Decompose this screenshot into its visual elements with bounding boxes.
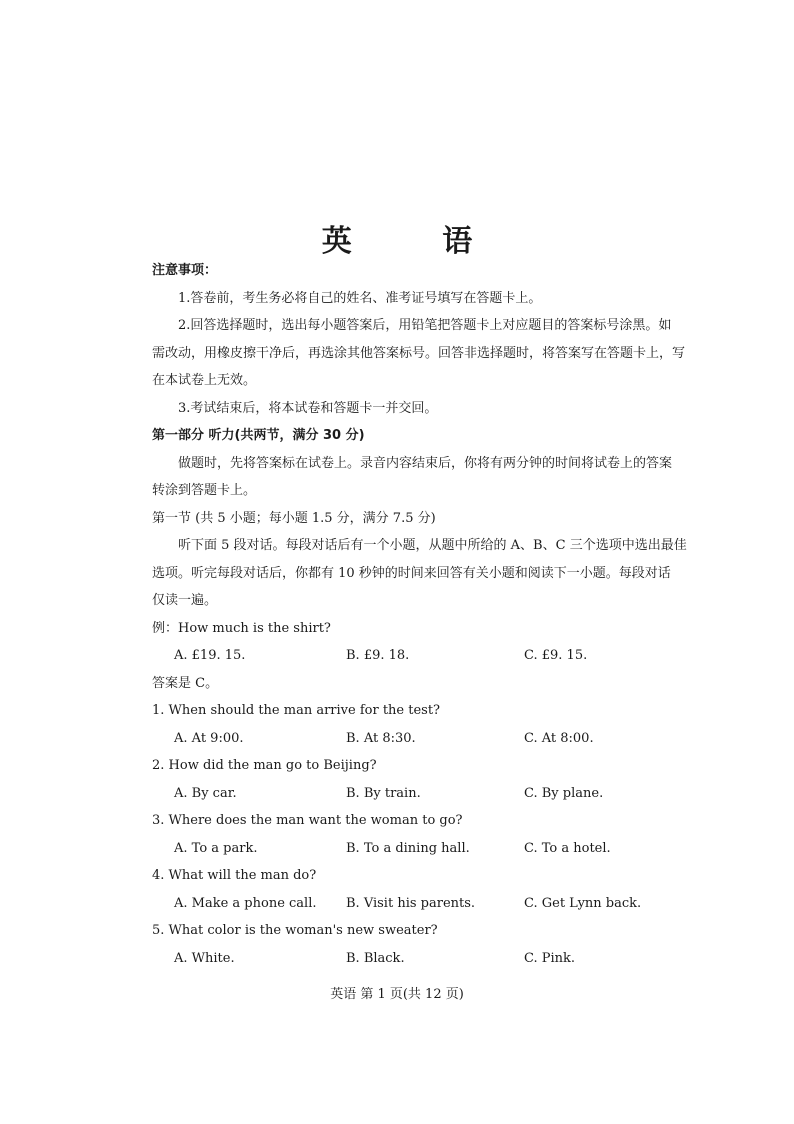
question-text: 1. When should the man arrive for the test? (152, 703, 441, 718)
question-options (152, 780, 707, 808)
question-options (152, 945, 707, 973)
question-text: 3. Where does the man want the woman to go? (152, 813, 463, 828)
question-options (152, 835, 707, 863)
question-text: 5. What color is the woman's new sweater? (152, 923, 438, 938)
option-c: C. Get Lynn back. (524, 895, 642, 911)
option-c: C. By plane. (524, 785, 604, 801)
question-options (152, 725, 707, 753)
example-answer: 答案是 C。 (152, 675, 219, 691)
part1-intro: 转涂到答题卡上。 (152, 483, 257, 498)
example-options (152, 642, 707, 670)
option-c: C. £9. 15. (524, 648, 588, 663)
example-question: 例：How much is the shirt? (152, 620, 331, 636)
question-text: 4. What will the man do? (152, 868, 317, 883)
option-b: B. At 8:30. (346, 730, 416, 746)
notice-item: 2.回答选择题时，选出每小题答案后，用铅笔把答题卡上对应题目的答案标号涂黑。如 (178, 318, 672, 333)
section1-intro: 仅读一遍。 (152, 593, 218, 608)
option-b: B. Black. (346, 950, 405, 966)
content-block (152, 257, 707, 972)
page-footer: 英语 第 1 页(共 12 页) (330, 987, 464, 1002)
option-b: B. £9. 18. (346, 648, 410, 663)
option-c: C. Pink. (524, 950, 576, 966)
part1-heading: 第一部分 听力(共两节，满分 30 分) (152, 428, 365, 443)
notice-item: 3.考试结束后，将本试卷和答题卡一并交回。 (178, 400, 438, 416)
notice-item: 在本试卷上无效。 (152, 373, 257, 388)
question-options (152, 890, 707, 918)
option-c: C. To a hotel. (524, 840, 611, 856)
option-b: B. By train. (346, 785, 421, 801)
question-text: 2. How did the man go to Beijing? (152, 758, 377, 773)
option-b: B. To a dining hall. (346, 840, 470, 856)
page-title: 英 语 (321, 224, 513, 259)
option-a: A. To a park. (174, 840, 258, 856)
part1-intro: 做题时，先将答案标在试卷上。录音内容结束后，你将有两分钟的时间将试卷上的答案 (178, 455, 673, 471)
notice-item: 1.答卷前，考生务必将自己的姓名、准考证号填写在答题卡上。 (178, 290, 542, 306)
option-a: A. At 9:00. (174, 730, 244, 746)
section1-heading: 第一节 (共 5 小题；每小题 1.5 分，满分 7.5 分) (152, 510, 436, 526)
option-c: C. At 8:00. (524, 730, 594, 746)
option-b: B. Visit his parents. (346, 895, 476, 911)
notice-heading: 注意事项： (152, 263, 218, 278)
option-a: A. £19. 15. (174, 648, 246, 663)
option-a: A. Make a phone call. (174, 895, 317, 911)
section1-intro: 选项。听完每段对话后，你都有 10 秒钟的时间来回答有关小题和阅读下一小题。每段对话 (152, 565, 671, 581)
option-a: A. White. (174, 950, 235, 966)
section1-intro: 听下面 5 段对话。每段对话后有一个小题，从题中所给的 A、B、C 三个选项中选出最佳 (178, 538, 687, 553)
notice-item: 需改动，用橡皮擦干净后，再选涂其他答案标号。回答非选择题时，将答案写在答题卡上，写 (152, 345, 686, 361)
option-a: A. By car. (174, 785, 237, 801)
